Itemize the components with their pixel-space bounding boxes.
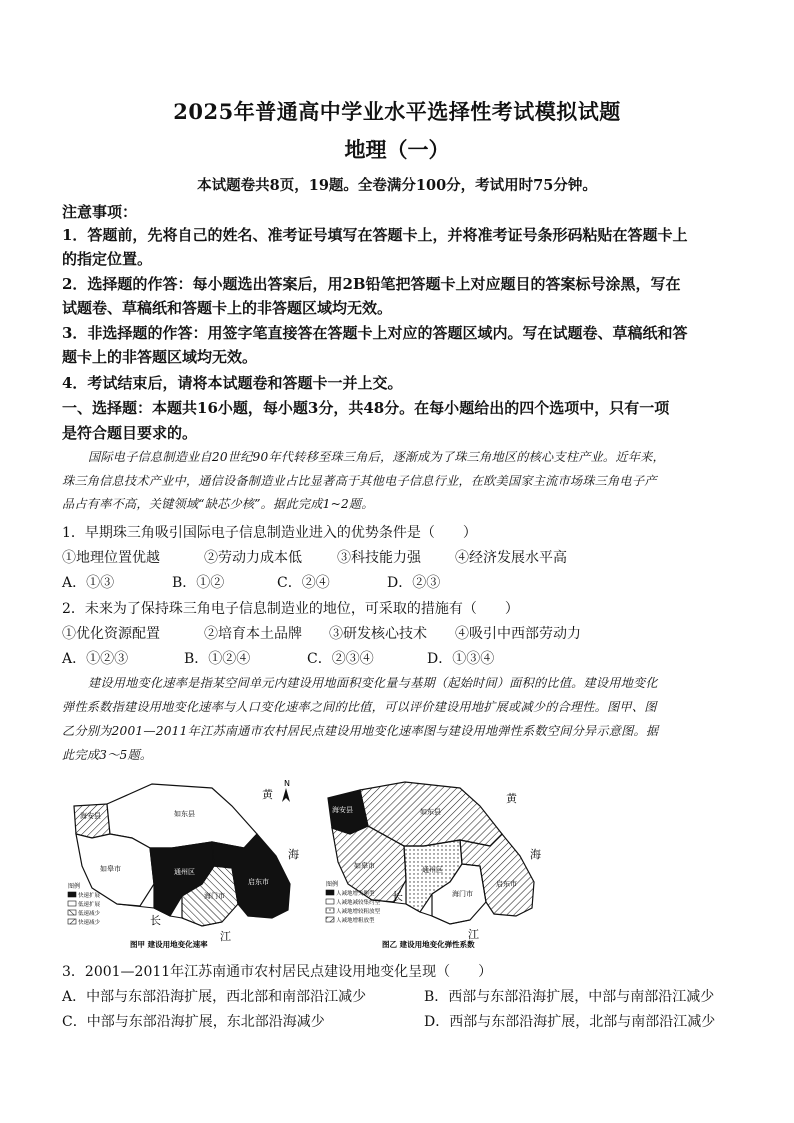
- q2-option-b[interactable]: B．①②④: [184, 651, 251, 667]
- exam-title: 2025年普通高中学业水平选择性考试模拟试题: [173, 99, 621, 124]
- river-label: 江: [220, 930, 231, 943]
- legend-item: 人减地增失衡型: [336, 891, 375, 897]
- exam-subject: 地理（一）: [344, 137, 450, 162]
- notice-line: 2．选择题的作答：每小题选出答案后，用2B铅笔把答题卡上对应题目的答案标号涂黑，写在: [62, 275, 681, 293]
- map-b-label: 海安县: [332, 806, 353, 814]
- legend-item: 低速减少: [78, 911, 101, 917]
- sea-label: 黄: [262, 788, 273, 801]
- passage1-line: 国际电子信息制造业自20世纪90年代转移至珠三角后，逐渐成为了珠三角地区的核心支柱产业。近年来，: [88, 450, 665, 464]
- map-a: [62, 776, 312, 952]
- q2-stem: 2．未来为了保持珠三角电子信息制造业的地位，可采取的措施有（ ）: [62, 601, 519, 617]
- county-haian: [74, 804, 110, 838]
- notice-line: 4．考试结束后，请将本试题卷和答题卡一并上交。: [62, 374, 403, 392]
- q2-item: ①优化资源配置: [62, 626, 160, 642]
- q1-item: ④经济发展水平高: [455, 550, 567, 566]
- notice-line: 题卡上的非答题区域均无效。: [62, 348, 258, 366]
- river-label: 江: [468, 928, 479, 941]
- q3-stem: 3．2001—2011年江苏南通市农村居民点建设用地变化呈现（ ）: [62, 964, 493, 980]
- map-a-label: 海安县: [80, 812, 101, 820]
- q1-item: ②劳动力成本低: [204, 550, 302, 566]
- legend-item: 快速扩展: [78, 893, 101, 899]
- river-label: 长: [150, 914, 161, 927]
- q2-option-d[interactable]: D．①③④: [427, 651, 495, 667]
- legend-item: 快速减少: [78, 920, 101, 926]
- map-a-caption: 图甲 建设用地变化速率: [130, 940, 208, 949]
- q2-item: ③研发核心技术: [329, 626, 427, 642]
- legend-title: 图例: [326, 881, 339, 888]
- legend-title: 图例: [68, 883, 81, 890]
- notice-line: 1．答题前，先将自己的姓名、准考证号填写在答题卡上，并将准考证号条形码粘贴在答题卡上: [62, 226, 688, 244]
- sea-label: 海: [288, 848, 299, 861]
- map-a-label: 海门市: [204, 892, 225, 900]
- q1-item: ③科技能力强: [337, 550, 421, 566]
- map-b-label: 如皋市: [354, 862, 375, 870]
- sea-label: 海: [530, 848, 541, 861]
- q2-item: ②培育本土品牌: [204, 626, 302, 642]
- q3-option-b[interactable]: B．西部与东部沿海扩展，中部与南部沿江减少: [424, 989, 715, 1005]
- map-a-label: 如东县: [174, 810, 195, 818]
- q1-item: ①地理位置优越: [62, 550, 160, 566]
- q3-option-d[interactable]: D．西部与东部沿海扩展，北部与南部沿江减少: [424, 1014, 716, 1030]
- map-a-label: 通州区: [174, 868, 195, 876]
- river-label: 长: [392, 890, 403, 903]
- section-heading-cont: 是符合题目要求的。: [62, 424, 198, 442]
- legend-item: 人减地减较集约型: [336, 900, 381, 906]
- map-b-label: 如东县: [420, 808, 441, 816]
- exam-info: 本试题卷共8页，19题。全卷满分100分，考试用时75分钟。: [197, 177, 597, 194]
- passage1-line: 珠三角信息技术产业中，通信设备制造业占比显著高于其他电子信息行业，在欧美国家主流市场珠三角电子产: [62, 474, 657, 488]
- sea-label: 黄: [506, 792, 517, 805]
- map-b: [320, 776, 552, 952]
- q1-stem: 1．早期珠三角吸引国际电子信息制造业进入的优势条件是（ ）: [62, 525, 477, 541]
- q3-option-a[interactable]: A．中部与东部沿海扩展，西北部和南部沿江减少: [62, 989, 367, 1005]
- map-b-label: 海门市: [452, 890, 473, 898]
- q1-option-a[interactable]: A．①③: [62, 575, 115, 591]
- legend-item: 人减地增粗放型: [336, 918, 375, 924]
- q2-option-a[interactable]: A．①②③: [62, 651, 129, 667]
- q1-option-d[interactable]: D．②③: [387, 575, 441, 591]
- q3-option-c[interactable]: C．中部与东部沿海扩展，东北部沿海减少: [62, 1014, 325, 1030]
- q2-item: ④吸引中西部劳动力: [455, 626, 581, 642]
- passage2-line: 此完成3～5题。: [62, 748, 153, 762]
- notice-line: 试题卷、草稿纸和答题卡上的非答题区域均无效。: [62, 299, 393, 317]
- map-a-label: 启东市: [248, 878, 269, 886]
- map-b-caption: 图乙 建设用地变化弹性系数: [382, 940, 475, 949]
- notice-line: 的指定位置。: [62, 250, 153, 268]
- map-b-label: 启东市: [496, 880, 517, 888]
- notice-line: 3．非选择题的作答：用签字笔直接答在答题卡上对应的答题区域内。写在试题卷、草稿纸和答: [62, 324, 688, 342]
- notice-heading: 注意事项：: [62, 203, 138, 221]
- map-b-label: 通州区: [422, 866, 443, 874]
- legend-item: 低速扩展: [78, 902, 101, 908]
- passage2-line: 乙分别为2001—2011年江苏南通市农村居民点建设用地变化速率图与建设用地弹性系数空间分异示意图。据: [62, 724, 659, 738]
- north-arrow-label: N: [284, 779, 290, 788]
- q1-option-c[interactable]: C．②④: [277, 575, 330, 591]
- q2-option-c[interactable]: C．②③④: [307, 651, 374, 667]
- passage1-line: 品占有率不高，关键领域“缺芯少核”。据此完成1~2题。: [62, 497, 374, 511]
- passage2-line: 建设用地变化速率是指某空间单元内建设用地面积变化量与基期（起始时间）面积的比值。建设用地变化: [88, 676, 658, 690]
- section-heading: 一、选择题：本题共16小题，每小题3分，共48分。在每小题给出的四个选项中，只有一项: [62, 399, 670, 417]
- legend-item: 人减地增较粗放型: [336, 909, 381, 915]
- q1-option-b[interactable]: B．①②: [172, 575, 225, 591]
- passage2-line: 弹性系数指建设用地变化速率与人口变化速率之间的比值，可以评价建设用地扩展或减少的合理性。图甲、图: [62, 700, 657, 714]
- map-a-label: 如皋市: [100, 865, 121, 873]
